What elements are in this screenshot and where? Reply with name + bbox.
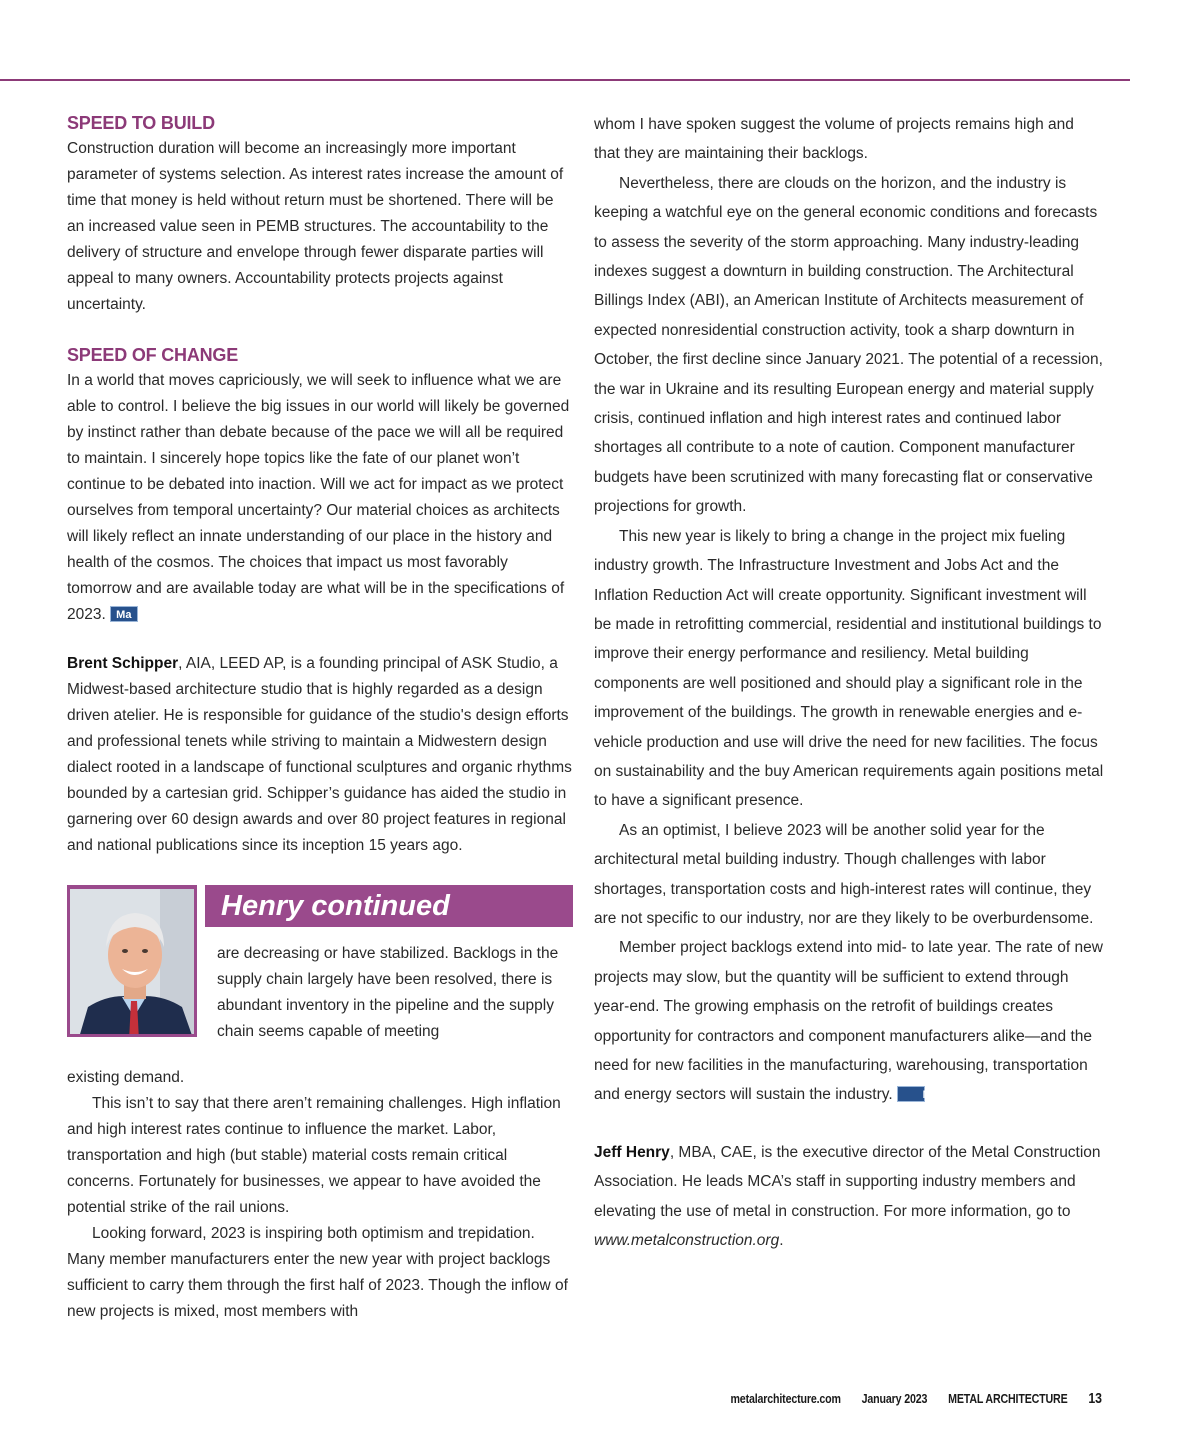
footer-site[interactable]: metalarchitecture.com bbox=[730, 1391, 842, 1406]
henry-title-bar bbox=[205, 885, 573, 927]
end-mark-logo-icon: Ma bbox=[110, 606, 138, 622]
henry-continued-title: Henry continued bbox=[221, 890, 450, 922]
right-column bbox=[594, 110, 1104, 1255]
henry-paragraph-2: This isn’t to say that there aren’t remaining challenges. High inflation and high interest rates continue to influence the market. Labor, transportation and high (but stable) material costs remain critical concerns. Fortunately for businesses, we appear to have avoided the potential strike of the rail unions. bbox=[67, 1095, 561, 1216]
henry-lead-end: existing demand. bbox=[67, 1069, 185, 1086]
footer-magazine: METAL ARCHITECTURE bbox=[948, 1391, 1068, 1406]
right-paragraph-5: Member project backlogs extend into mid- to late year. The rate of new projects may slow, but the quantity will be sufficient to extend through year-end. The growing emphasis on the retrofit of buildings creates opportunity for contractors and component manufacturers alike—and the need for new facilities in the manufacturing, warehousing, transportation and energy sectors will sustain the industry. Ma bbox=[594, 939, 1103, 1104]
page-number: 13 bbox=[1088, 1390, 1102, 1407]
footer-issue: January 2023 bbox=[861, 1391, 928, 1406]
author-bio-schipper: Brent Schipper, AIA, LEED AP, is a founding principal of ASK Studio, a Midwest-based architecture studio that is highly regarded as a design driven atelier. He is responsible for guidance of the studio's design efforts and professional tenets while striving to maintain a Midwestern design dialect rooted in a landscape of functional sculptures and organic rhythms bounded by a cartesian grid. Schipper’s guidance has aided the studio in garnering over 60 design awards and over 80 project features in regional and national publications since its inception 15 years ago. bbox=[67, 655, 572, 854]
end-mark-logo-icon: Ma bbox=[897, 1086, 925, 1102]
heading-speed-of-change: SPEED OF CHANGE bbox=[67, 345, 239, 365]
henry-continued-block bbox=[67, 885, 573, 1065]
author-name: Jeff Henry bbox=[594, 1143, 670, 1161]
author-portrait bbox=[67, 885, 197, 1037]
speed-of-change-body: In a world that moves capriciously, we will seek to influence what we are able to control. I believe the big issues in our world will likely be governed by instinct rather than debate because of the pace we will all be required to maintain. I sincerely hope topics like the fate of our planet won’t continue to be debated into inaction. Will we act for impact as we protect ourselves from temporal uncertainty? Our material choices as architects will likely reflect an innate understanding of our place in the history and health of the cosmos. The choices that impact us most favorably tomorrow and are available today are what will be in the specifications of 2023. Ma bbox=[67, 372, 570, 623]
author-bio-henry: Jeff Henry, MBA, CAE, is the executive director of the Metal Construction Association. He leads MCA’s staff in supporting industry members and elevating the use of metal in construction. For more information, go to www.metalconstruction.org. bbox=[594, 1143, 1101, 1250]
left-column bbox=[67, 110, 573, 1325]
right-paragraph-4: As an optimist, I believe 2023 will be another solid year for the architectural metal building industry. Though challenges with labor shortages, transportation costs and high-interest rates will continue, they are not specific to our industry, nor are they likely to be overburdensome. bbox=[594, 821, 1094, 927]
henry-paragraph-3: Looking forward, 2023 is inspiring both optimism and trepidation. Many member manufacturers enter the new year with project backlogs sufficient to carry them through the first half of 2023. Though the inflow of new projects is mixed, most members with bbox=[67, 1225, 568, 1320]
right-paragraph-2: Nevertheless, there are clouds on the horizon, and the industry is keeping a watchful eye on the general economic conditions and forecasts to assess the severity of the storm approaching. Many industry-leading indexes suggest a downturn in building construction. The Architectural Billings Index (ABI), an American Institute of Architects measurement of expected nonresidential construction activity, took a sharp downturn in October, the first decline since January 2021. The potential of a recession, the war in Ukraine and its resulting European energy and material supply crisis, continued inflation and high interest rates and continued labor shortages all contribute to a note of caution. Component manufacturer budgets have been scrutinized with many forecasting flat or conservative projections for growth. bbox=[594, 174, 1103, 516]
website-link[interactable]: www.metalconstruction.org bbox=[594, 1232, 780, 1250]
speed-to-build-body: Construction duration will become an increasingly more important parameter of systems selection. As interest rates increase the amount of time that money is held without return must be shortened. There will be an increased value seen in PEMB structures. The accountability to the delivery of structure and envelope through fewer disparate parties will appeal to many owners. Accountability protects projects against uncertainty. bbox=[67, 140, 564, 313]
henry-lead-paragraph: are decreasing or have stabilized. Backlogs in the supply chain largely have been resolved, there is abundant inventory in the pipeline and the supply chain seems capable of meeting bbox=[217, 945, 559, 1040]
author-name: Brent Schipper bbox=[67, 655, 179, 672]
right-paragraph-1: whom I have spoken suggest the volume of projects remains high and that they are maintaining their backlogs. bbox=[594, 116, 1074, 163]
top-rule bbox=[0, 79, 1130, 81]
right-paragraph-3: This new year is likely to bring a change in the project mix fueling industry growth. The Infrastructure Investment and Jobs Act and the Inflation Reduction Act will create opportunity. Significant investment will be made in retrofitting commercial, residential and institutional buildings to improve their energy performance and resiliency. Metal building components are well positioned and should play a significant role in the improvement of the buildings. The growth in renewable energies and e-vehicle production and use will drive the need for new facilities. The focus on sustainability and the buy American requirements again positions metal to have a significant presence. bbox=[594, 527, 1104, 810]
heading-speed-to-build: SPEED TO BUILD bbox=[67, 113, 215, 133]
page-footer bbox=[713, 1390, 1102, 1407]
portrait-photo-icon bbox=[70, 889, 197, 1037]
